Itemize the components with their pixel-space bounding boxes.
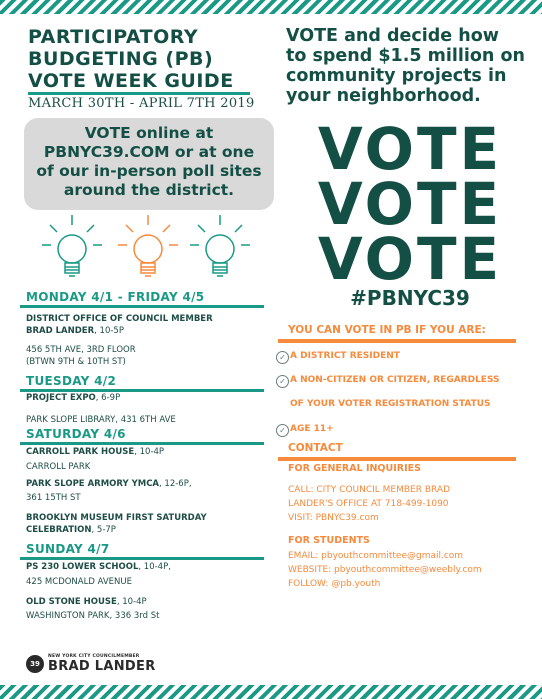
eligibility-heading: YOU CAN VOTE IN PB IF YOU ARE: [288,324,486,336]
eligibility-item-age: AGE 11+ [290,424,334,434]
callout-line-4: around the district. [63,181,235,199]
monday-site-1-address [26,344,136,368]
bottom-stripe-border [0,685,542,699]
top-stripe-border [0,0,542,14]
tuesday-site-1-hours: , 6-9P [95,393,121,403]
general-inquiries-text [288,483,528,525]
eligibility-item-citizenship-2: OF YOUR VOTER REGISTRATION STATUS [290,399,491,409]
monday-site-1 [26,313,266,337]
saturday-site-2 [26,478,192,490]
saturday-site-1 [26,446,164,458]
saturday-site-2-address: 361 15TH ST [26,493,81,503]
tuesday-heading: TUESDAY 4/2 [26,374,117,388]
callout-line-2: PBNYC39.COM or at one [43,143,255,161]
brad-lander-logo [26,654,166,676]
right-headline [286,26,536,106]
lightbulb-icon [42,215,102,276]
saturday-site-3 [26,512,266,536]
tuesday-site-1-name: PROJECT EXPO [26,393,96,403]
saturday-site-3-name: BROOKLYN MUSEUM FIRST SATURDAY [26,513,207,523]
sunday-divider [20,557,264,560]
saturday-site-3-hours: , 5-7P [91,525,116,535]
saturday-divider [20,442,264,445]
saturday-site-1-address: CARROLL PARK [26,462,91,472]
check-circle-icon: ✓ [276,375,289,388]
logo-subtitle: NEW YORK CITY COUNCILMEMBER [48,654,140,659]
address-line: 456 5TH AVE, 3RD FLOOR [26,345,136,355]
callout-line-3: of our in-person poll sites [36,162,262,180]
students-heading: FOR STUDENTS [288,535,370,546]
vote-word-1: VOTE [317,115,503,183]
vote-word-2: VOTE [317,170,503,238]
contact-heading: CONTACT [288,442,343,454]
check-circle-icon: ✓ [276,351,289,364]
sunday-site-1-hours: , 10-4P, [138,562,171,572]
email-link[interactable]: EMAIL: pbyouthcommittee@gmail.com [288,551,464,561]
monday-heading: MONDAY 4/1 - FRIDAY 4/5 [26,290,205,304]
website-link[interactable]: VISIT: PBNYC39.com [288,513,379,523]
logo-name: BRAD LANDER [48,659,156,674]
headline-line-4: your neighborhood. [286,86,481,106]
title-line-3: VOTE WEEK GUIDE [28,70,234,92]
website-link[interactable]: WEBSITE: pbyouthcommittee@weebly.com [288,565,482,575]
general-line: CALL: CITY COUNCIL MEMBER BRAD [288,485,450,495]
sunday-heading: SUNDAY 4/7 [26,542,110,556]
vote-word-3: VOTE [317,225,503,293]
sunday-site-1-name: PS 230 LOWER SCHOOL [26,562,139,572]
lightbulb-icon [118,215,178,276]
headline-line-2: to spend $1.5 million on [286,46,525,66]
saturday-site-1-hours: , 10-4P [134,447,165,457]
saturday-heading: SATURDAY 4/6 [26,427,126,441]
sunday-site-2-address: WASHINGTON PARK, 336 3rd St [26,611,160,621]
headline-line-3: community projects in [286,66,507,86]
title-divider [28,92,250,95]
sunday-site-2-hours: , 10-4P [116,597,147,607]
address-line: (BTWN 9TH & 10TH ST) [26,357,126,367]
saturday-site-1-name: CARROLL PARK HOUSE [26,447,135,457]
lightbulb-icon [190,215,250,276]
saturday-site-3-name-2: CELEBRATION [26,525,92,535]
lightbulb-icons [28,213,268,285]
monday-site-1-name: DISTRICT OFFICE OF COUNCIL MEMBER [26,314,213,324]
monday-site-1-name-2: BRAD LANDER [26,326,95,336]
council-seal-icon: 39 [26,655,44,673]
title-line-1: PARTICIPATORY [28,26,199,48]
title-line-2: BUDGETING (PB) [28,48,214,70]
hashtag: #PBNYC39 [350,286,470,310]
vote-online-callout [24,118,274,210]
tuesday-site-1-address: PARK SLOPE LIBRARY, 431 6TH AVE [26,415,176,425]
vote-week-dates: MARCH 30TH - APRIL 7TH 2019 [28,96,255,111]
students-text [288,549,528,591]
sunday-site-1 [26,561,171,573]
monday-divider [20,305,264,308]
sunday-site-2-name: OLD STONE HOUSE [26,597,117,607]
contact-divider [278,457,516,461]
general-line: LANDER'S OFFICE AT 718-499-1090 [288,499,449,509]
callout-line-1: VOTE online at [84,124,214,142]
page-title [28,26,278,92]
saturday-site-2-hours: , 12-6P, [159,479,192,489]
eligibility-divider [278,339,516,343]
social-handle[interactable]: FOLLOW: @pb.youth [288,579,381,589]
tuesday-site-1 [26,392,120,404]
eligibility-item-resident: A DISTRICT RESIDENT [290,351,400,361]
sunday-site-1-address: 425 MCDONALD AVENUE [26,577,132,587]
eligibility-item-citizenship: A NON-CITIZEN OR CITIZEN, REGARDLESS [290,375,500,385]
sunday-site-2 [26,596,147,608]
general-inquiries-heading: FOR GENERAL INQUIRIES [288,463,421,474]
headline-line-1: VOTE and decide how [286,26,499,46]
saturday-site-2-name: PARK SLOPE ARMORY YMCA [26,479,160,489]
check-circle-icon: ✓ [276,424,289,437]
monday-site-1-hours: , 10-5P [94,326,124,336]
